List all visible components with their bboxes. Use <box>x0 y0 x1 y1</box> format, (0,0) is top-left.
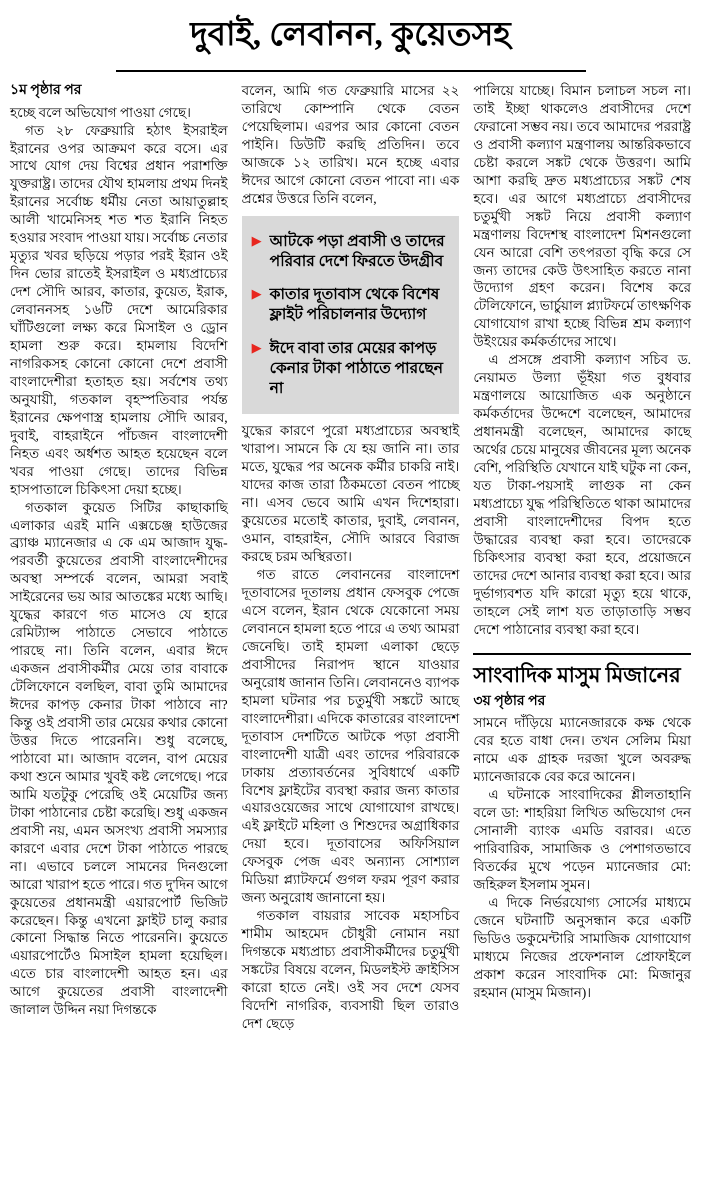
column-3 <box>473 82 691 1002</box>
article-columns <box>10 82 691 1033</box>
continuation-label: ১ম পৃষ্ঠার পর <box>10 83 82 98</box>
red-arrow-icon: ▶ <box>251 232 262 248</box>
bullet-item <box>252 339 450 398</box>
paragraph: এ দিকে নির্ভরযোগ্য সোর্সের মাধ্যমে জেনে ঘটনাটি অনুসন্ধান করে একটি ভিডিও ডকুমেন্টারি সামাজিক যোগাযোগ মাধ্যমে নিজের প্রফেশনাল প্রোফাইলে প্রকাশ করেন সাংবাদিক মো: মিজানুর রহমান (মাসুম মিজান)। <box>473 894 692 1000</box>
paragraph: বলেন, আমি গত ফেব্রুয়ারি মাসের ২২ তারিখে কোম্পানি থেকে বেতন পেয়েছিলাম। এরপর আর কোনো বেতন পাইনি। ডিউটি করছি প্রতিদিন। তবে আজকে ১২ তারিখ। মনে হচ্ছে এবার ঈদের আগে কোনো বেতন পাবো না। এক প্রশ্নের উত্তরে তিনি বলেন, <box>241 83 460 206</box>
continuation-label: ৩য় পৃষ্ঠার পর <box>473 693 546 709</box>
paragraph: এ ঘটনাকে সাংবাদিকের শ্লীলতাহানি বলে ডা: শাহরিয়া লিখিত অভিযোগ দেন সোনালী ব্যাংক এমডি বরাবর। এতে পারিবারিক, সামাজিক ও পেশাগতভাবে বিতর্কের মুখে পড়েন ম্যানেজার মো: জহিরুল ইসলাম সুমন। <box>473 787 692 892</box>
paragraph: গতকাল বায়রার সাবেক মহাসচিব শামীম আহমেদ চৌধুরী নোমান নয়া দিগন্তকে মধ্যপ্রাচ্য প্রবাসীকর্মীদের চতুর্মুখী সঙ্কটের বিষয়ে বলেন, মিডলইস্ট ক্রাইসিস কারো হাতে নেই। ওই সব দেশে যেসব বিদেশি নাগরিক, ব্যবসায়ী ছিল তারাও দেশ ছেড়ে <box>241 908 460 1031</box>
column-2 <box>242 82 460 1033</box>
title-divider <box>116 70 586 72</box>
highlight-box <box>242 216 460 415</box>
paragraph: গত রাতে লেবাননের বাংলাদেশ দূতাবাসের দূতালয় প্রধান ফেসবুক পেজে এসে বলেন, ইরান থেকে যেকোনো সময় লেবাননে হামলা হতে পারে এ তথ্য আমরা জেনেছি। তাই হামলা এলাকা ছেড়ে প্রবাসীদের নিরাপদ স্থানে যাওয়ার অনুরোধ জানান তিনি। লেবাননেও ব্যাপক হামলা ঘটনার পর চতুর্মুখী সঙ্কটে আছে বাংলাদেশীরা। এদিকে কাতারের বাংলাদেশ দূতাবাস দেশটিতে আটকে পড়া প্রবাসী বাংলাদেশী যাত্রী এবং তাদের পরিবারকে ঢাকায় প্রত্যাবর্তনের সুবিধার্থে একটি বিশেষ ফ্লাইটের ব্যবস্থা করার জন্য কাতার এয়ারওয়েজের সাথে যোগাযোগ রাখছে। এই ফ্লাইটে মহিলা ও শিশুদের অগ্রাধিকার দেয়া হবে। দূতাবাসের অফিসিয়াল ফেসবুক পেজ এবং অন্যান্য সোশ্যাল মিডিয়া প্ল্যাটফর্মে গুগল ফরম পূরণ করার জন্য অনুরোধ জানানো হয়। <box>241 567 460 906</box>
bullet-item <box>252 285 450 325</box>
bullet-item <box>252 232 450 272</box>
paragraph: পালিয়ে যাচ্ছে। বিমান চলাচল সচল না। তাই ইচ্ছা থাকলেও প্রবাসীদের দেশে ফেরানো সম্ভব নয়। তবে আমাদের পররাষ্ট্র ও প্রবাসী কল্যাণ মন্ত্রণালয় আন্তরিকভাবে চেষ্টা করলে সঙ্কট থেকে উত্তরণ। আমি আশা করছি দ্রুত মধ্যপ্রাচ্যের সঙ্কট শেষ হবে। এর আগে মধ্যপ্রাচ্যে প্রবাসীদের চতুর্মুখী সঙ্কট নিয়ে প্রবাসী কল্যাণ মন্ত্রণালয় বিদেশস্থ বাংলাদেশ মিশনগুলো যেন আরো বেশি তৎপরতা বৃদ্ধি করে সে জন্য তাদের কেউ উৎসাহিত করতে নানা উদ্যোগ গ্রহণ করেন। বিশেষ করে টেলিফোনে, ভার্চুয়াল প্ল্যাটফর্মে তাৎক্ষণিক যোগাযোগ রাখা হচ্ছে বিভিন্ন শ্রম কল্যাণ উইংয়ের কর্মকর্তাদের সাথে। <box>473 83 692 350</box>
second-story-heading: সাংবাদিক মাসুম মিজানের <box>473 662 681 687</box>
paragraph: সামনে দাঁড়িয়ে ম্যানেজারকে কক্ষ থেকে বের হতে বাধা দেন। তখন সেলিম মিয়া নামে এক গ্রাহক দরজা খুলে অবরুদ্ধ ম্যানেজারকে বের করে আনেন। <box>473 715 692 785</box>
bullet-text: আটকে পড়া প্রবাসী ও তাদের পরিবার দেশে ফিরতে উদগ্রীব <box>269 232 445 270</box>
article-header <box>10 8 691 72</box>
red-arrow-icon: ▶ <box>251 339 262 355</box>
paragraph: গত ২৮ ফেব্রুয়ারি হঠাৎ ইসরাইল ইরানের ওপর আক্রমণ করে বসে। এর সাথে যোগ দেয় বিশ্বের প্রধান পরাশক্তি যুক্তরাষ্ট্র। তাদের যৌথ হামলায় প্রথম দিনই ইরানের সর্বোচ্চ ধর্মীয় নেতা আয়াতুল্লাহ আলী খামেনিসহ শত শত ইরানি নিহত হওয়ার সংবাদ পাওয়া যায়। সর্বোচ্চ নেতার মৃত্যুর খবর ছড়িয়ে পড়ার পরই ইরান ওই দিন ভোর রাতেই ইসরাইল ও মধ্যপ্রাচ্যের দেশ সৌদি আরব, কাতার, কুয়েত, ইরাক, লেবাননসহ ১৬টি দেশে আমেরিকার ঘাঁটিগুলো লক্ষ্য করে মিসাইল ও ড্রোন হামলা শুরু করে। হামলায় বিদেশি নাগরিকসহ কোনো কোনো দেশে প্রবাসী বাংলাদেশীরা হতাহত হয়। সর্বশেষ তথ্য অনুযায়ী, গতকাল বৃহস্পতিবার পর্যন্ত ইরানের ক্ষেপণাস্ত্র হামলায় সৌদি আরব, দুবাই, বাহরাইনে পাঁচজন বাংলাদেশী নিহত এবং অর্ধশত আহত হয়েছেন বলে খবর পাওয়া গেছে। তাদের বিভিন্ন হাসপাতালে চিকিৎসা দেয়া হচ্ছে। <box>10 122 228 497</box>
second-story <box>473 653 691 1002</box>
paragraph: গতকাল কুয়েত সিটির কাছাকাছি এলাকার এরই মানি এক্সচেঞ্জ হাউজের ব্র্যাঞ্চ ম্যানেজার এ কে এম আজাদ যুদ্ধ-পরবর্তী কুয়েতের প্রবাসী বাংলাদেশীদের অবস্থা সম্পর্কে বলেন, আমরা সবাই সাইরেনের ভয় আর আতঙ্কের মধ্যে আছি। যুদ্ধের কারণে গত মাসেও যে হারে রেমিট্যান্স পাঠাতে সেভাবে পাঠাতে পারছে না। তিনি বলেন, এবার ঈদে একজন প্রবাসীকর্মীর মেয়ে তার বাবাকে টেলিফোনে বলছিল, বাবা তুমি আমাদের ঈদের কাপড় কেনার টাকা পাঠাবে না? কিন্তু ওই প্রবাসী তার মেয়ের কথার কোনো উত্তর দিতে পারেননি। শুধু বলেছে, পাঠাবো মা। আজাদ বলেন, বাপ মেয়ের কথা শুনে আমার খুবই কষ্ট লেগেছে। পরে আমি যতটুকু পেরেছি ওই মেয়েটির জন্য টাকা পাঠানোর চেষ্টা করেছি। শুধু একজন প্রবাসী নয়, এমন অসংখ্য প্রবাসী সমস্যার কারণে এবার দেশে টাকা পাঠাতে পারছে না। এভাবে চললে সামনের দিনগুলো আরো খারাপ হতে পারে। গত দু'দিন আগে কুয়েতের প্রধানমন্ত্রী এয়ারপোর্ট ভিজিট করেছেন। কিন্তু এখনো ফ্লাইট চালু করার কোনো সিদ্ধান্ত নিতে পারেননি। কুয়েতে এয়ারপোর্টেও মিসাইল হামলা হয়েছিল। এতে চার বাংলাদেশী আহত হন। এর আগে কুয়েতের প্রবাসী বাংলাদেশী জালাল উদ্দিন নয়া দিগন্তকে <box>10 499 228 1018</box>
column-1 <box>10 82 228 1019</box>
article-title: দুবাই, লেবানন, কুয়েতসহ <box>190 17 511 53</box>
red-arrow-icon: ▶ <box>251 286 262 302</box>
bullet-text: ঈদে বাবা তার মেয়ের কাপড় কেনার টাকা পাঠাতে পারছেন না <box>269 339 444 397</box>
paragraph: হচ্ছে বলে অভিযোগ পাওয়া গেছে। <box>10 104 192 120</box>
bullet-text: কাতার দূতাবাস থেকে বিশেষ ফ্লাইট পরিচালনার উদ্যোগ <box>269 286 440 324</box>
paragraph: এ প্রসঙ্গে প্রবাসী কল্যাণ সচিব ড. নেয়ামত উল্যা ভূঁইয়া গত বুধবার মন্ত্রণালয়ে আয়োজিত এক অনুষ্ঠানে কর্মকর্তাদের উদ্দেশে বলেছেন, আমাদের প্রধানমন্ত্রী বলেছেন, আমাদের কাছে অর্থের চেয়ে মানুষের জীবনের মূল্য অনেক বেশি, পরিস্থিতি যেখানে যাই ঘটুক না কেন, যত টাকা-পয়সাই লাগুক না কেন মধ্যপ্রাচ্যে যুদ্ধ পরিস্থিতিতে থাকা আমাদের প্রবাসী বাংলাদেশীদের বিপদ হতে উদ্ধারের ব্যবস্থা করা হবে। তাদেরকে চিকিৎসার ব্যবস্থা করা হবে, প্রয়োজনে তাদের দেশে আনার ব্যবস্থা করা হবে। আর দুর্ভাগ্যবশত যদি কারো মৃত্যু হয়ে থাকে, তাহলে সেই লাশ যত তাড়াতাড়ি সম্ভব দেশে পাঠানোর ব্যবস্থা করা হবে। <box>473 352 692 637</box>
paragraph: যুদ্ধের কারণে পুরো মধ্যপ্রাচ্যের অবস্থাই খারাপ। সামনে কি যে হয় জানি না। তার মতে, যুদ্ধের পর অনেক কর্মীর চাকরি নাই। যাদের কাজ তারা ঠিকমতো বেতন পাচ্ছে না। এসব ভেবে আমি এখন দিশেহারা। কুয়েতের মতোই কাতার, দুবাই, লেবানন, ওমান, বাহরাইন, সৌদি আরবে বিরাজ করছে চরম অস্থিরতা। <box>241 423 460 565</box>
